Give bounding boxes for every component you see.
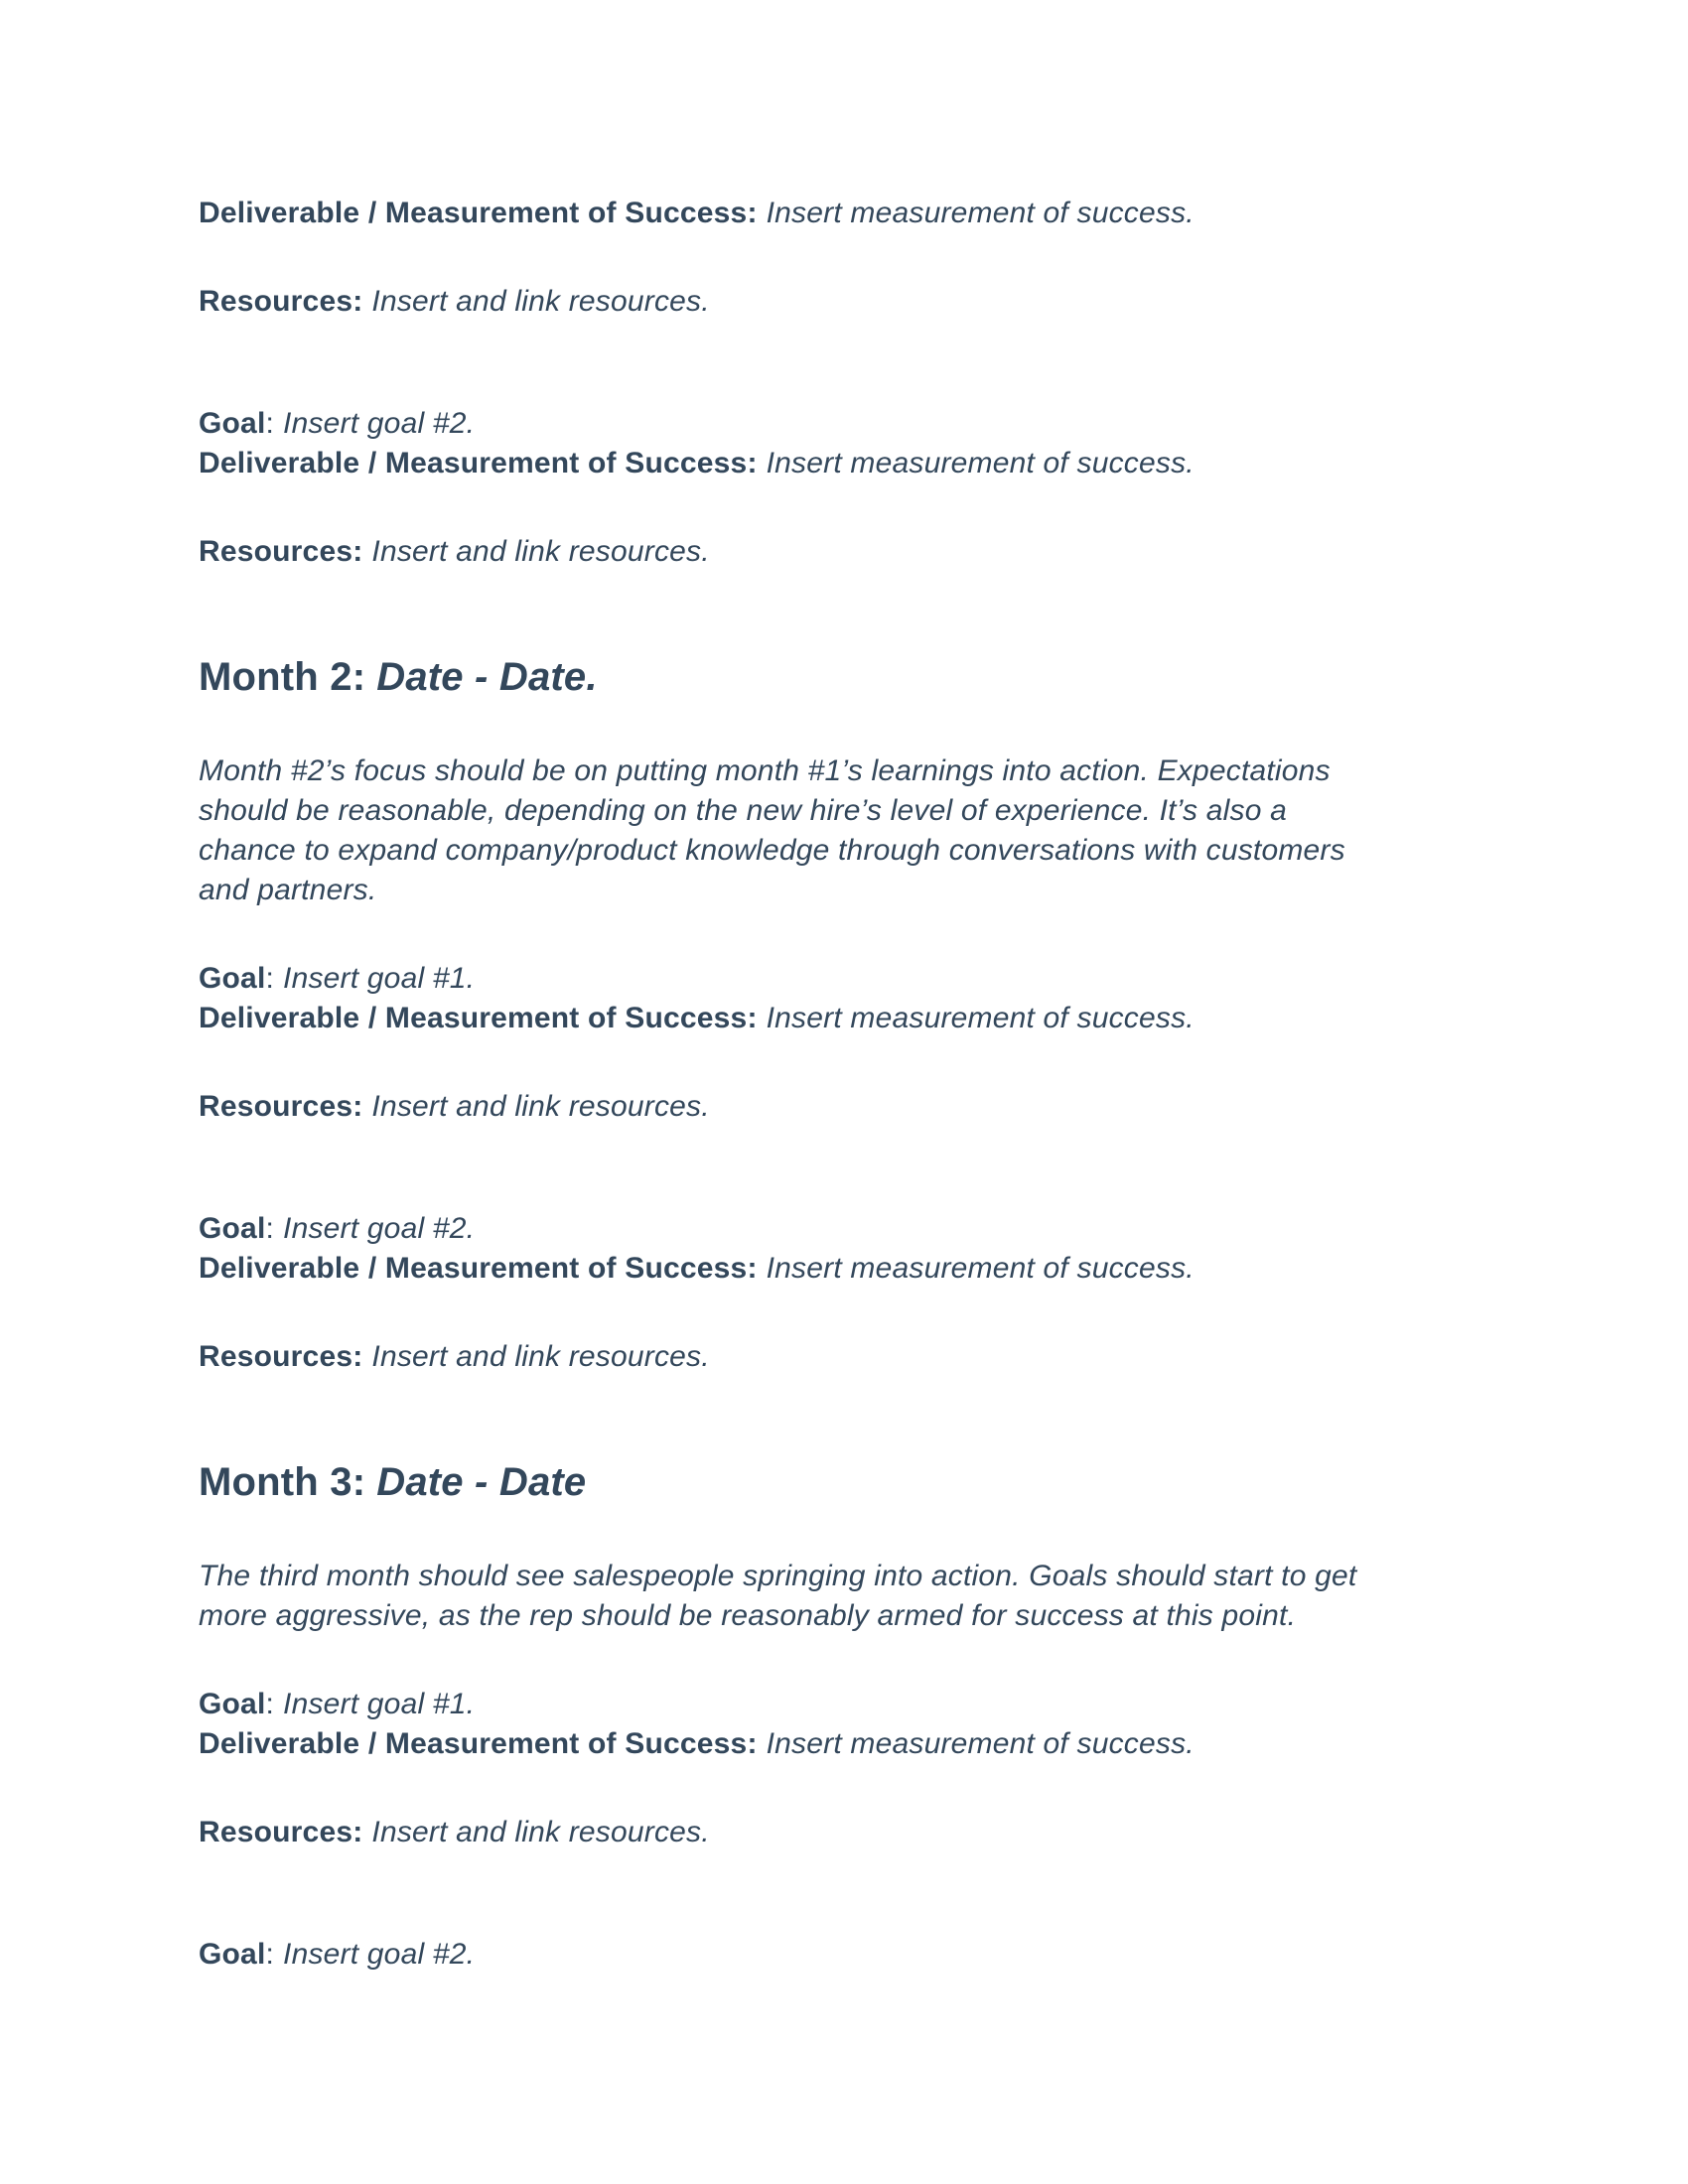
goal-value: Insert goal #1. <box>283 962 476 995</box>
resources-label: Resources: <box>199 285 363 318</box>
goal-value: Insert goal #1. <box>283 1688 476 1720</box>
resources-line <box>199 532 1549 572</box>
deliverable-value: Insert measurement of success. <box>766 197 1195 229</box>
deliverable-value: Insert measurement of success. <box>766 1727 1195 1760</box>
month-2-description-line: should be reasonable, depending on the new hire’s level of experience. It’s also a <box>199 794 1288 827</box>
resources-line <box>199 1337 1549 1377</box>
deliverable-label: Deliverable / Measurement of Success: <box>199 1727 758 1760</box>
resources-line <box>199 1087 1549 1127</box>
month-3-heading <box>199 1456 1549 1508</box>
month-2-description <box>199 751 1549 910</box>
goal-colon: : <box>265 962 275 995</box>
resources-value: Insert and link resources. <box>371 285 710 318</box>
deliverable-line <box>199 194 1549 233</box>
month-2-description-line: and partners. <box>199 874 377 906</box>
month-2-description-line: Month #2’s focus should be on putting month #1’s learnings into action. Expectations <box>199 754 1331 787</box>
month-3-heading-label: Month 3: <box>199 1460 366 1504</box>
resources-label: Resources: <box>199 1340 363 1373</box>
deliverable-value: Insert measurement of success. <box>766 1002 1195 1034</box>
month-2-heading <box>199 651 1549 703</box>
goal-line <box>199 959 1549 999</box>
goal-line <box>199 1685 1549 1724</box>
goal-line <box>199 1209 1549 1249</box>
deliverable-label: Deliverable / Measurement of Success: <box>199 447 758 479</box>
goal-colon: : <box>265 1212 275 1245</box>
goal-value: Insert goal #2. <box>283 407 476 440</box>
deliverable-label: Deliverable / Measurement of Success: <box>199 1002 758 1034</box>
goal-label: Goal <box>199 1688 266 1720</box>
month-3-heading-dates: Date - Date <box>376 1460 587 1504</box>
deliverable-line <box>199 999 1549 1038</box>
goal-colon: : <box>265 1938 275 1971</box>
goal-colon: : <box>265 407 275 440</box>
resources-value: Insert and link resources. <box>371 1816 710 1848</box>
resources-line <box>199 282 1549 322</box>
goal-value: Insert goal #2. <box>283 1938 476 1971</box>
goal-label: Goal <box>199 1938 266 1971</box>
month-3-description-line: more aggressive, as the rep should be reasonably armed for success at this point. <box>199 1599 1297 1632</box>
month-3-description-line: The third month should see salespeople springing into action. Goals should start to get <box>199 1560 1357 1592</box>
deliverable-line <box>199 1249 1549 1289</box>
resources-label: Resources: <box>199 1816 363 1848</box>
goal-line <box>199 404 1549 444</box>
goal-value: Insert goal #2. <box>283 1212 476 1245</box>
resources-label: Resources: <box>199 1090 363 1123</box>
resources-value: Insert and link resources. <box>371 1090 710 1123</box>
deliverable-line <box>199 444 1549 483</box>
goal-line <box>199 1935 1549 1975</box>
resources-value: Insert and link resources. <box>371 1340 710 1373</box>
deliverable-label: Deliverable / Measurement of Success: <box>199 197 758 229</box>
resources-value: Insert and link resources. <box>371 535 710 568</box>
month-3-description <box>199 1557 1549 1636</box>
month-2-heading-dates: Date - Date. <box>376 655 598 699</box>
deliverable-line <box>199 1724 1549 1764</box>
goal-label: Goal <box>199 962 266 995</box>
deliverable-value: Insert measurement of success. <box>766 1252 1195 1285</box>
deliverable-value: Insert measurement of success. <box>766 447 1195 479</box>
resources-label: Resources: <box>199 535 363 568</box>
goal-label: Goal <box>199 407 266 440</box>
goal-colon: : <box>265 1688 275 1720</box>
goal-label: Goal <box>199 1212 266 1245</box>
deliverable-label: Deliverable / Measurement of Success: <box>199 1252 758 1285</box>
month-2-heading-label: Month 2: <box>199 655 366 699</box>
month-2-description-line: chance to expand company/product knowledge through conversations with customers <box>199 834 1345 867</box>
resources-line <box>199 1813 1549 1852</box>
